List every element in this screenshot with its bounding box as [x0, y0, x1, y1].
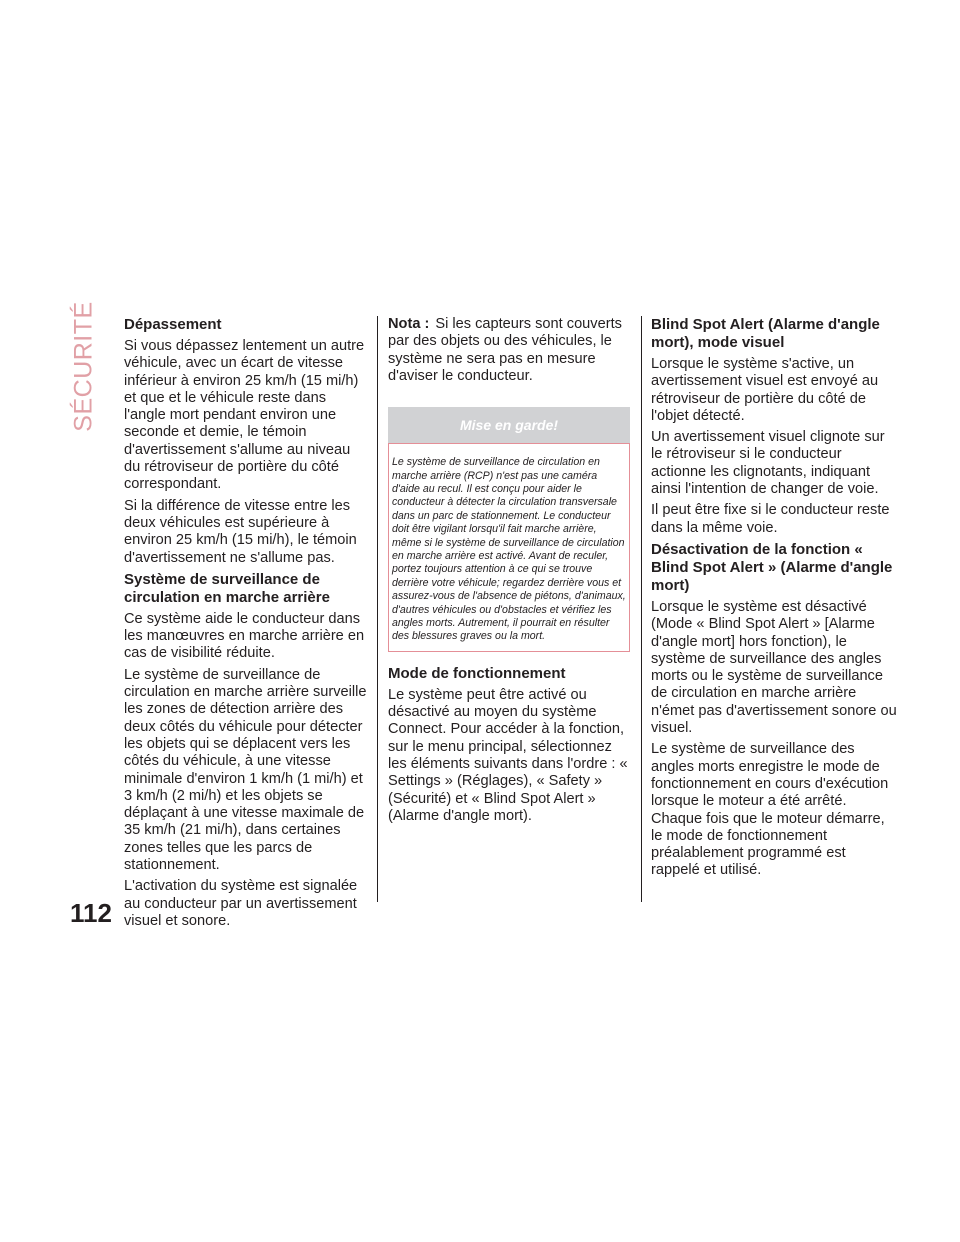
warning-box: [388, 443, 630, 652]
note-text: Si les capteurs sont couverts par des objets ou des véhicules, le système ne sera pas en mesure d'aviser le conducteur.: [388, 316, 622, 384]
paragraph: Lorsque le système s'active, un avertissement visuel est envoyé au rétroviseur de portière du côté de l'objet détecté.: [651, 356, 879, 424]
warning-title: Mise en garde!: [459, 417, 559, 434]
column-divider: [641, 316, 642, 902]
heading-deactivation: Désactivation de la fonction « Blind Spot Alert » (Alarme d'angle mort): [651, 540, 893, 594]
paragraph: Si la différence de vitesse entre les deux véhicules est supérieure à environ 25 km/h (15 mi/h), le témoin d'avertissement ne s'allume pas.: [124, 497, 357, 566]
heading-mode: Mode de fonctionnement: [388, 664, 566, 682]
note-label: Nota :: [388, 316, 430, 332]
paragraph: Le système peut être activé ou désactivé au moyen du système Connect. Pour accéder à la fonction, sur le menu principal, sélectionnez les éléments suivants dans l'ordre : « Settings » (Réglages), « Safety » (Sécurité) et « Blind Spot Alert » (Alarme d'angle mort).: [388, 686, 628, 824]
heading-visual-mode: Blind Spot Alert (Alarme d'angle mort), mode visuel: [651, 316, 880, 351]
paragraph: L'activation du système est signalée au conducteur par un avertissement visuel et sonore.: [124, 878, 358, 929]
paragraph: Le système de surveillance de circulation en marche arrière surveille les zones de détection arrière des deux côtés du véhicule pour détecter les objets qui se déplacent vers les côtés du véhicule, à une vitesse minimale d'environ 1 km/h (1 mi/h) et 3 km/h (2 mi/h) et les objets se déplaçant à une vitesse maximale de 35 km/h (21 mi/h), dans certaines zones telles que les parcs de stationnement.: [124, 666, 367, 874]
section-tab-label: SÉCURITÉ: [69, 300, 98, 432]
paragraph: Ce système aide le conducteur dans les manœuvres en marche arrière en cas de visibilité réduite.: [124, 610, 365, 662]
paragraph: Il peut être fixe si le conducteur reste dans la même voie.: [651, 502, 890, 536]
heading-depassement: Dépassement: [124, 316, 222, 333]
paragraph: Un avertissement visuel clignote sur le rétroviseur si le conducteur actionne les clignotants, indiquant ainsi l'intention de changer de voie.: [651, 429, 885, 498]
column-right: [651, 316, 897, 884]
warning-text: Le système de surveillance de circulation en marche arrière (RCP) n'est pas une caméra d'aide au recul. Il est conçu pour aider le conducteur à détecter la circulation transversale dans un parc de stationnement. Le conducteur doit être vigilant lorsqu'il fait marche arrière, même si le système de surveillance de circulation en marche arrière est activé. Avant de reculer, portez toujours attention à ce qui se trouve derrière votre véhicule; regardez derrière vous et assurez-vous de l'absence de piétons, d'animaux, d'autres véhicules ou d'obstacles et vérifiez les angles morts. Autrement, il pourrait en résulter des blessures graves ou la mort.: [392, 456, 626, 643]
note: [388, 316, 630, 385]
warning-header: [388, 407, 630, 443]
column-left: [124, 316, 368, 934]
section-tab: [64, 300, 104, 432]
column-middle: [388, 316, 630, 829]
paragraph: Si vous dépassez lentement un autre véhicule, avec un écart de vitesse inférieur à environ 25 km/h (15 mi/h) et que et le véhicule reste dans l'angle mort pendant environ une seconde et demie, le témoin d'avertissement s'allume au niveau du rétroviseur de portière du côté correspondant.: [124, 338, 365, 493]
paragraph: Lorsque le système est désactivé (Mode « Blind Spot Alert » [Alarme d'angle mort] hors fonction), le système de surveillance des angles morts ou le système de surveillance de circulation en marche arrière n'émet pas d'avertissement sonore ou visuel.: [651, 598, 897, 737]
page-number: 112: [70, 898, 112, 928]
heading-rcp: Système de surveillance de circulation en marche arrière: [124, 570, 330, 606]
paragraph: Le système de surveillance des angles morts enregistre le mode de fonctionnement en cours d'exécution lorsque le moteur a été arrêté. Chaque fois que le moteur démarre, le mode de fonctionnement préalablement programmé est rappelé et utilisé.: [651, 741, 889, 879]
column-divider: [377, 316, 378, 902]
